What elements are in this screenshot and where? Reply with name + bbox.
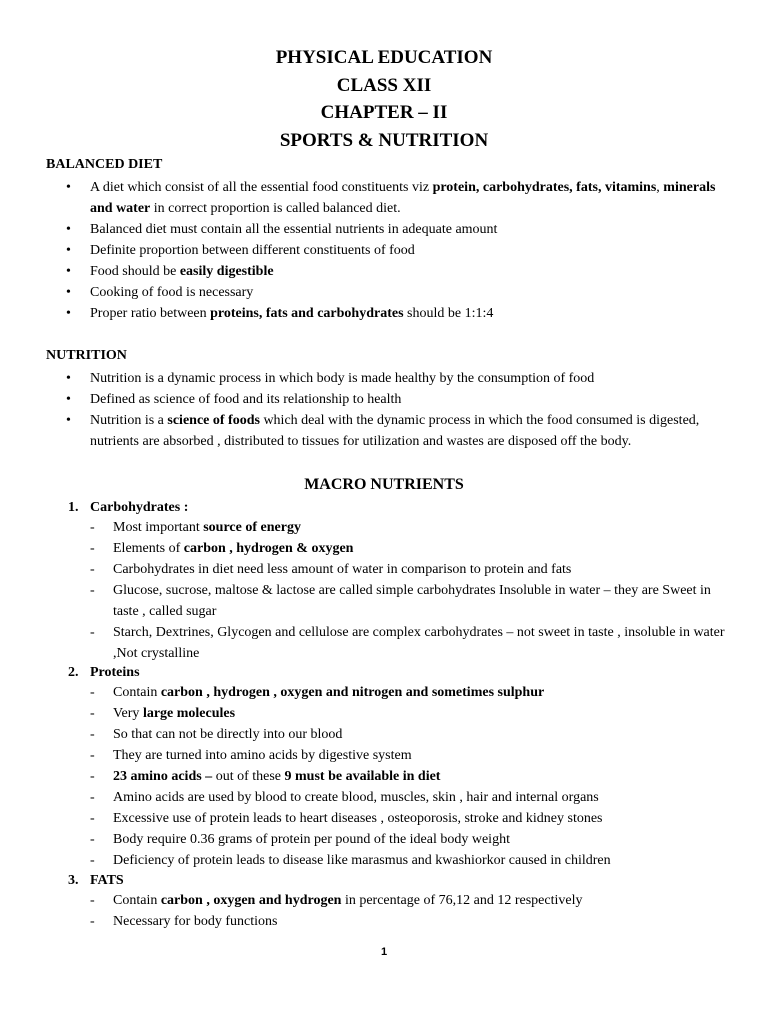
- dash-marker: -: [90, 914, 95, 929]
- dash-marker: -: [90, 685, 95, 700]
- text: in correct proportion is called balanced diet.: [150, 201, 401, 216]
- dash-marker: -: [90, 727, 95, 742]
- dash-marker: -: [90, 541, 95, 556]
- bold-text: easily digestible: [179, 264, 274, 279]
- text: ,: [656, 180, 664, 195]
- text: Starch, Dextrines, Glycogen and cellulose are complex carbohydrates – not sweet in taste , insoluble in water ,Not crystalline: [113, 625, 725, 661]
- section-number: 1.: [68, 500, 79, 515]
- bullet-marker: •: [66, 413, 71, 428]
- text: Excessive use of protein leads to heart diseases , osteoporosis, stroke and kidney stones: [113, 811, 603, 826]
- list-item: [0, 368, 720, 389]
- text: So that can not be directly into our blood: [113, 727, 343, 742]
- fats-heading: [68, 870, 124, 891]
- bullet-marker: •: [66, 222, 71, 237]
- bold-text: carbon , hydrogen , oxygen and nitrogen and sometimes sulphur: [160, 685, 545, 700]
- bold-text: large molecules: [142, 706, 236, 721]
- text: should be 1:1:4: [403, 306, 494, 321]
- list-item: [0, 177, 720, 219]
- list-item: [0, 703, 725, 724]
- bold-text: 9 must be available in diet: [284, 769, 441, 784]
- list-item: [0, 580, 725, 622]
- list-item: [0, 517, 725, 538]
- section-number: 3.: [68, 873, 79, 888]
- balanced-diet-list: [0, 177, 768, 324]
- text: Balanced diet must contain all the essential nutrients in adequate amount: [90, 222, 498, 237]
- list-item: [0, 787, 725, 808]
- bullet-marker: •: [66, 371, 71, 386]
- list-item: [0, 829, 725, 850]
- list-item: [0, 240, 720, 261]
- text: Cooking of food is necessary: [90, 285, 254, 300]
- macro-nutrients-heading: MACRO NUTRIENTS: [304, 476, 464, 493]
- text: Deficiency of protein leads to disease like marasmus and kwashiorkor caused in children: [113, 853, 611, 868]
- proteins-list: [0, 682, 768, 871]
- text: They are turned into amino acids by digestive system: [113, 748, 412, 763]
- text: Elements of: [113, 541, 184, 556]
- bold-text: protein, carbohydrates, fats, vitamins: [432, 180, 657, 195]
- dash-marker: -: [90, 706, 95, 721]
- section-title: Proteins: [90, 665, 140, 680]
- dash-marker: -: [90, 769, 95, 784]
- text: Contain: [113, 893, 161, 908]
- dash-marker: -: [90, 832, 95, 847]
- text: out of these: [212, 769, 285, 784]
- list-item: [0, 622, 725, 664]
- balanced-diet-heading: BALANCED DIET: [46, 157, 163, 172]
- list-item: [0, 538, 725, 559]
- list-item: [0, 850, 725, 871]
- bullet-marker: •: [66, 285, 71, 300]
- list-item: [0, 766, 725, 787]
- section-number: 2.: [68, 665, 79, 680]
- bold-text: carbon , hydrogen & oxygen: [183, 541, 354, 556]
- text: A diet which consist of all the essential food constituents viz: [90, 180, 433, 195]
- carbohydrates-heading: [68, 497, 188, 518]
- nutrition-list: [0, 368, 768, 452]
- bold-text: proteins, fats and carbohydrates: [210, 306, 404, 321]
- text: Definite proportion between different constituents of food: [90, 243, 415, 258]
- bold-text: source of energy: [203, 520, 301, 535]
- list-item: [0, 410, 720, 452]
- bullet-marker: •: [66, 264, 71, 279]
- page-number: 1: [380, 946, 388, 958]
- text: Very: [113, 706, 143, 721]
- dash-marker: -: [90, 748, 95, 763]
- bold-text: minerals and water: [90, 180, 716, 216]
- title-chapter: CHAPTER – II: [320, 102, 448, 123]
- list-item: [0, 911, 725, 932]
- text: Amino acids are used by blood to create blood, muscles, skin , hair and internal organs: [113, 790, 599, 805]
- list-item: [0, 219, 720, 240]
- text: Nutrition is a dynamic process in which body is made healthy by the consumption of food: [90, 371, 595, 386]
- text: Necessary for body functions: [113, 914, 278, 929]
- text: Most important: [113, 520, 204, 535]
- bullet-marker: •: [66, 243, 71, 258]
- text: Defined as science of food and its relationship to health: [90, 392, 402, 407]
- bullet-marker: •: [66, 392, 71, 407]
- text: Glucose, sucrose, maltose & lactose are called simple carbohydrates Insoluble in water – they are Sweet in taste , called sugar: [113, 583, 711, 619]
- text: Food should be: [90, 264, 180, 279]
- list-item: [0, 724, 725, 745]
- text: Nutrition is a: [90, 413, 168, 428]
- section-title: Carbohydrates :: [90, 500, 189, 515]
- dash-marker: -: [90, 562, 95, 577]
- bold-text: 23 amino acids –: [113, 769, 213, 784]
- document-title-block: [0, 44, 768, 154]
- carbohydrates-list: [0, 517, 768, 664]
- nutrition-heading: NUTRITION: [46, 348, 127, 363]
- bold-text: science of foods: [167, 413, 260, 428]
- proteins-heading: [68, 662, 140, 683]
- fats-list: [0, 890, 768, 932]
- text: Carbohydrates in diet need less amount of water in comparison to protein and fats: [113, 562, 572, 577]
- section-title: FATS: [90, 873, 124, 888]
- dash-marker: -: [90, 790, 95, 805]
- list-item: [0, 682, 725, 703]
- dash-marker: -: [90, 520, 95, 535]
- text: Body require 0.36 grams of protein per pound of the ideal body weight: [113, 832, 510, 847]
- list-item: [0, 890, 725, 911]
- text: Contain: [113, 685, 161, 700]
- list-item: [0, 261, 720, 282]
- list-item: [0, 559, 725, 580]
- bold-text: carbon , oxygen and hydrogen: [160, 893, 342, 908]
- list-item: [0, 745, 725, 766]
- title-subject: PHYSICAL EDUCATION: [275, 47, 493, 68]
- text: which deal with the dynamic process in which the food consumed is digested, nutrients are absorbed , distributed to tissues for utilization and wastes are disposed off the body.: [90, 413, 700, 449]
- dash-marker: -: [90, 893, 95, 908]
- title-topic: SPORTS & NUTRITION: [279, 129, 489, 151]
- list-item: [0, 808, 725, 829]
- text: in percentage of 76,12 and 12 respectively: [341, 893, 583, 908]
- bullet-marker: •: [66, 306, 71, 321]
- bullet-marker: •: [66, 180, 71, 195]
- dash-marker: -: [90, 853, 95, 868]
- list-item: [0, 282, 720, 303]
- list-item: [0, 303, 720, 324]
- title-class: CLASS XII: [336, 74, 432, 96]
- dash-marker: -: [90, 811, 95, 826]
- text: Proper ratio between: [90, 306, 211, 321]
- dash-marker: -: [90, 625, 95, 640]
- list-item: [0, 389, 720, 410]
- dash-marker: -: [90, 583, 95, 598]
